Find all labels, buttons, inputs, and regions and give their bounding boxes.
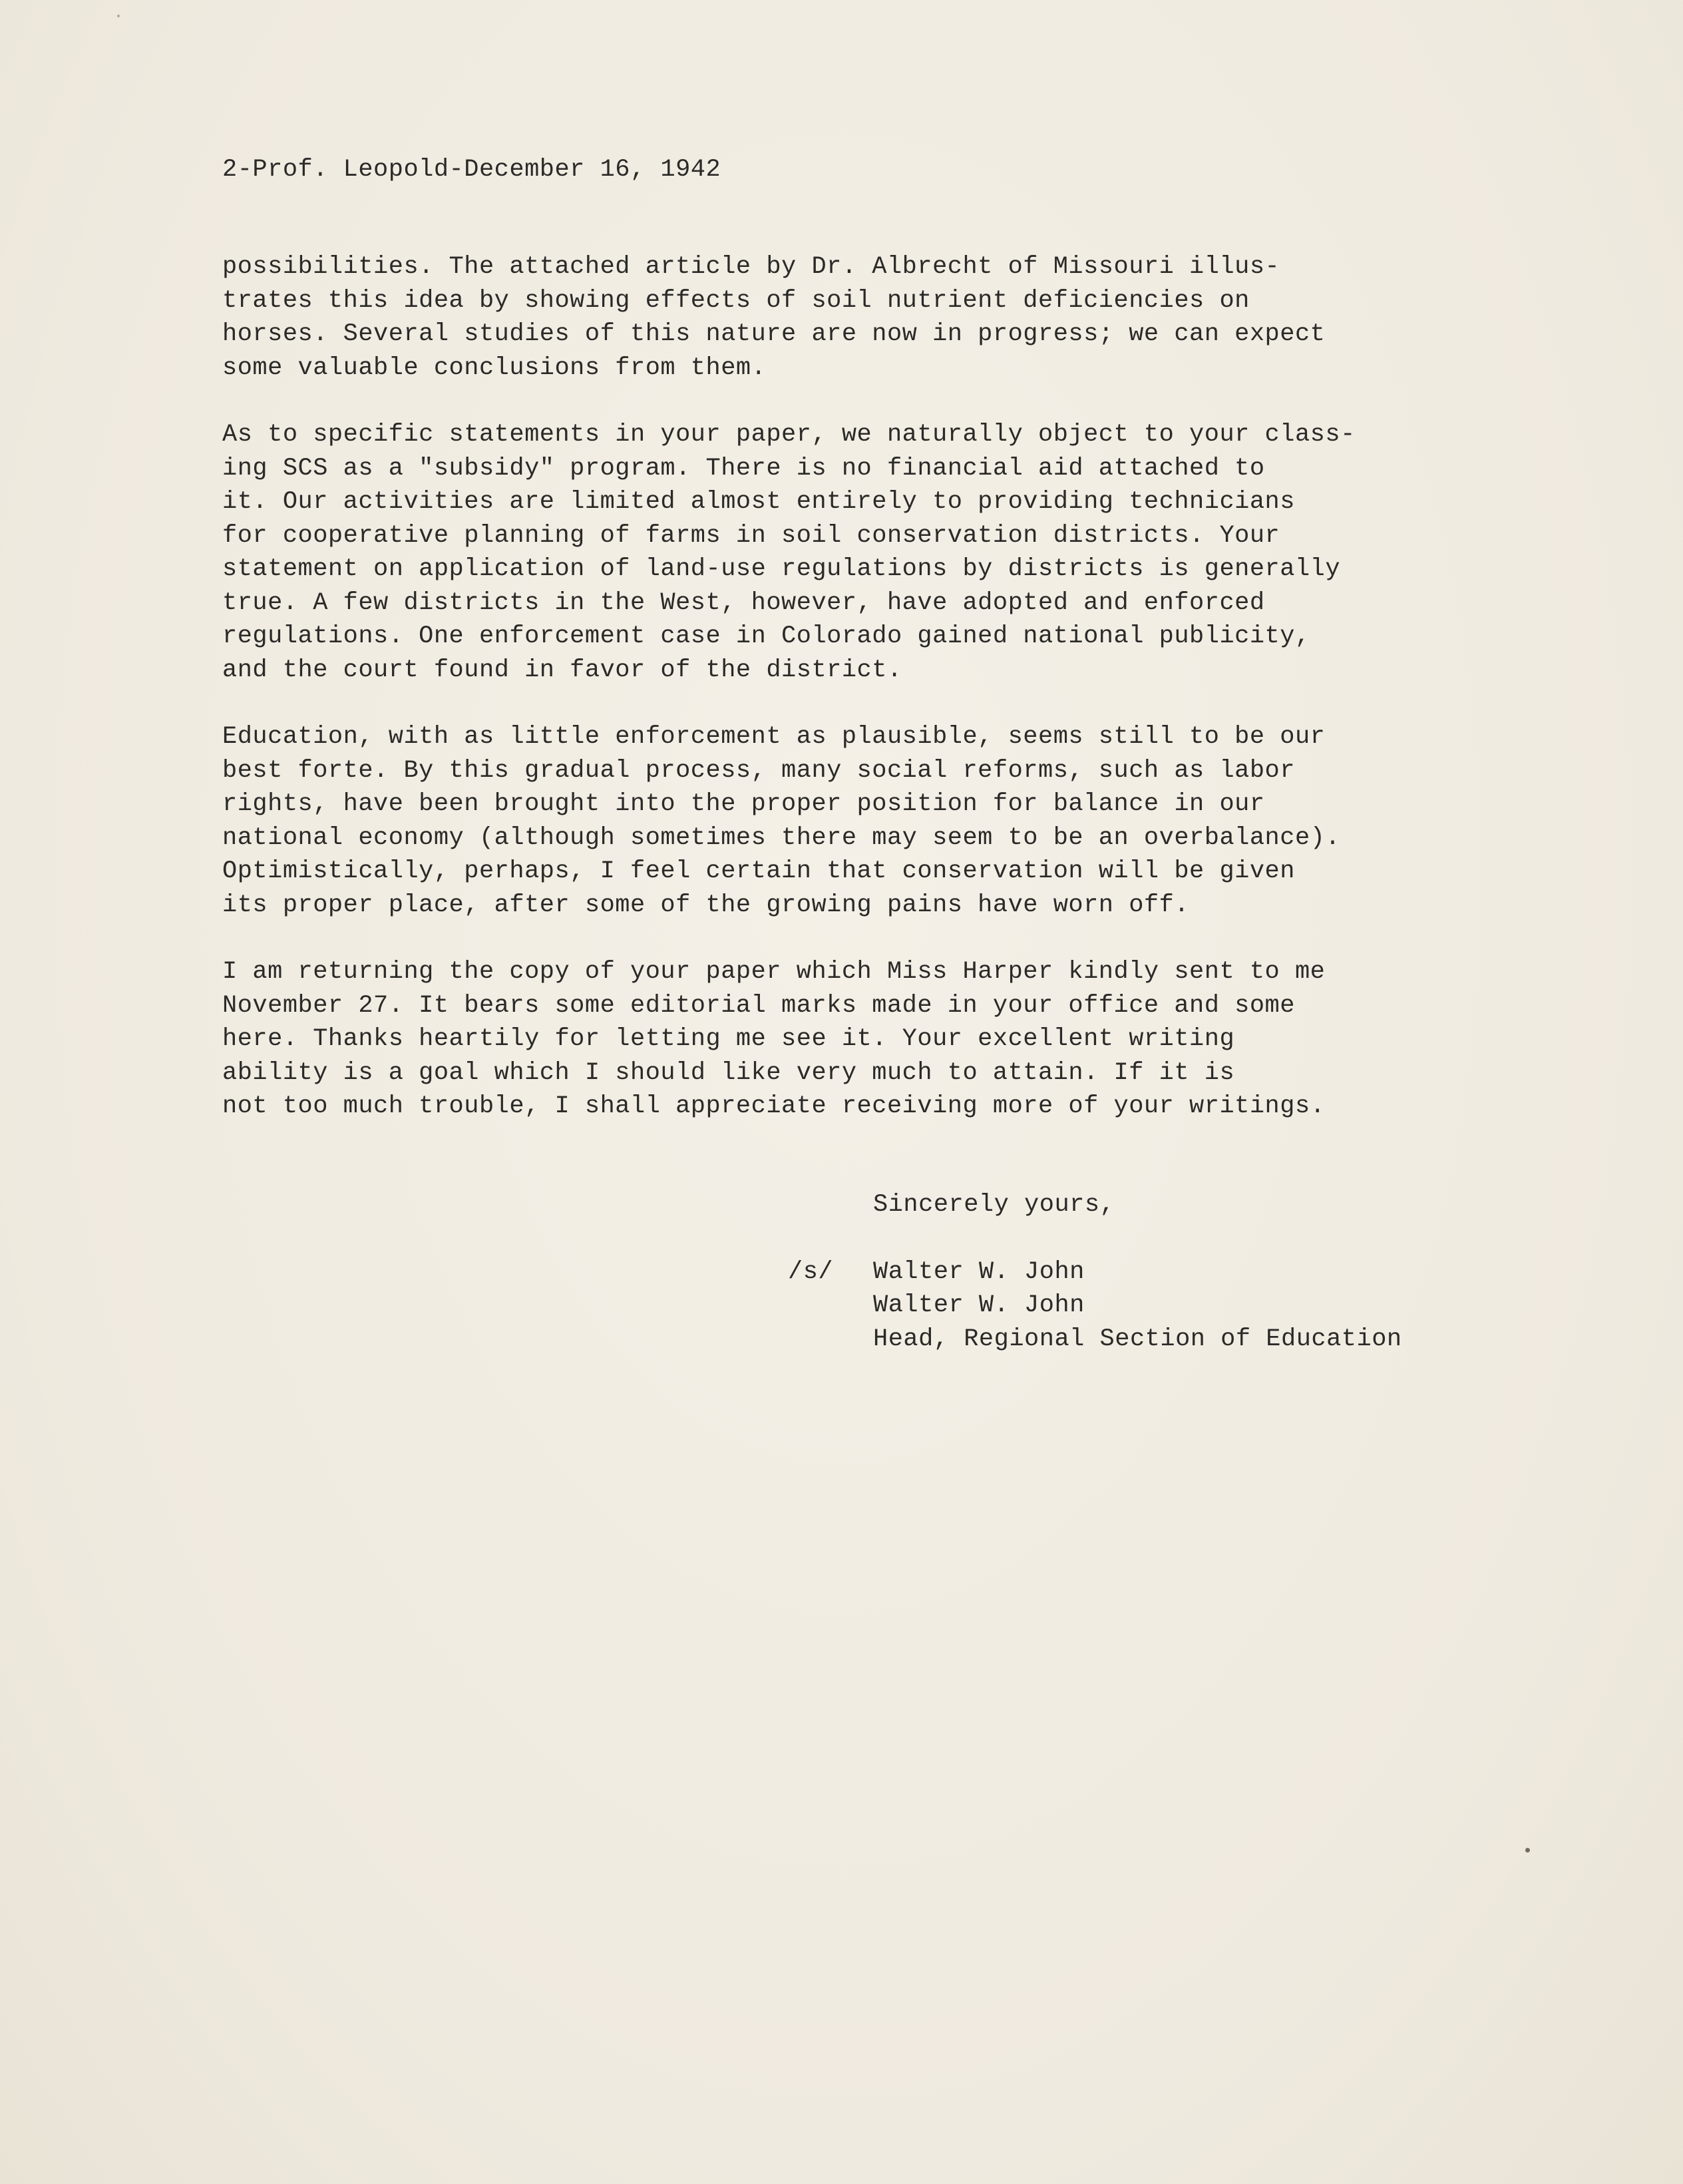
text-line: and the court found in favor of the district. bbox=[222, 656, 902, 684]
text-line: November 27. It bears some editorial marks made in your office and some bbox=[222, 991, 1295, 1020]
text-line: not too much trouble, I shall appreciate receiving more of your writings. bbox=[222, 1092, 1326, 1120]
text-line: rights, have been brought into the proper position for balance in our bbox=[222, 790, 1265, 818]
closing-block bbox=[788, 1188, 1402, 1356]
paper-speck bbox=[117, 15, 120, 17]
text-line: Education, with as little enforcement as plausible, seems still to be our bbox=[222, 723, 1326, 751]
text-line: trates this idea by showing effects of soil nutrient deficiencies on bbox=[222, 286, 1250, 315]
text-line: ability is a goal which I should like very much to attain. If it is bbox=[222, 1058, 1235, 1087]
text-line: here. Thanks heartily for letting me see it. Your excellent writing bbox=[222, 1025, 1235, 1053]
paragraph-1 bbox=[222, 250, 1540, 385]
text-line: some valuable conclusions from them. bbox=[222, 353, 767, 382]
salutation: Sincerely yours, bbox=[873, 1191, 1115, 1219]
paragraph-3 bbox=[222, 720, 1540, 922]
signature-mark: /s/ bbox=[788, 1257, 834, 1286]
text-line: its proper place, after some of the growing pains have worn off. bbox=[222, 891, 1190, 919]
signature-row bbox=[788, 1255, 1402, 1357]
letter-body bbox=[222, 153, 1540, 1157]
paragraph-4 bbox=[222, 955, 1540, 1124]
text-line: true. A few districts in the West, however, have adopted and enforced bbox=[222, 588, 1265, 617]
text-line: statement on application of land-use regulations by districts is generally bbox=[222, 555, 1341, 583]
text-line: Optimistically, perhaps, I feel certain that conservation will be given bbox=[222, 857, 1295, 885]
text-line: ing SCS as a "subsidy" program. There is no financial aid attached to bbox=[222, 454, 1265, 483]
text-line: As to specific statements in your paper, we naturally object to your class- bbox=[222, 421, 1356, 449]
text-line: I am returning the copy of your paper which Miss Harper kindly sent to me bbox=[222, 958, 1326, 986]
text-line: regulations. One enforcement case in Colorado gained national publicity, bbox=[222, 622, 1310, 650]
text-line: horses. Several studies of this nature are now in progress; we can expect bbox=[222, 320, 1326, 348]
text-line: it. Our activities are limited almost entirely to providing technicians bbox=[222, 488, 1295, 516]
signer-title: Head, Regional Section of Education bbox=[873, 1325, 1402, 1353]
paper-speck bbox=[1525, 1848, 1530, 1853]
text-line: best forte. By this gradual process, many social reforms, such as labor bbox=[222, 756, 1295, 785]
page-header: 2-Prof. Leopold-December 16, 1942 bbox=[222, 156, 721, 184]
text-line: possibilities. The attached article by Dr. Albrecht of Missouri illus- bbox=[222, 253, 1280, 281]
signed-name: Walter W. John bbox=[873, 1257, 1085, 1286]
text-line: for cooperative planning of farms in soil conservation districts. Your bbox=[222, 521, 1280, 550]
paragraph-2 bbox=[222, 418, 1540, 687]
text-line: national economy (although sometimes there may seem to be an overbalance). bbox=[222, 823, 1341, 852]
typed-name: Walter W. John bbox=[873, 1291, 1085, 1319]
